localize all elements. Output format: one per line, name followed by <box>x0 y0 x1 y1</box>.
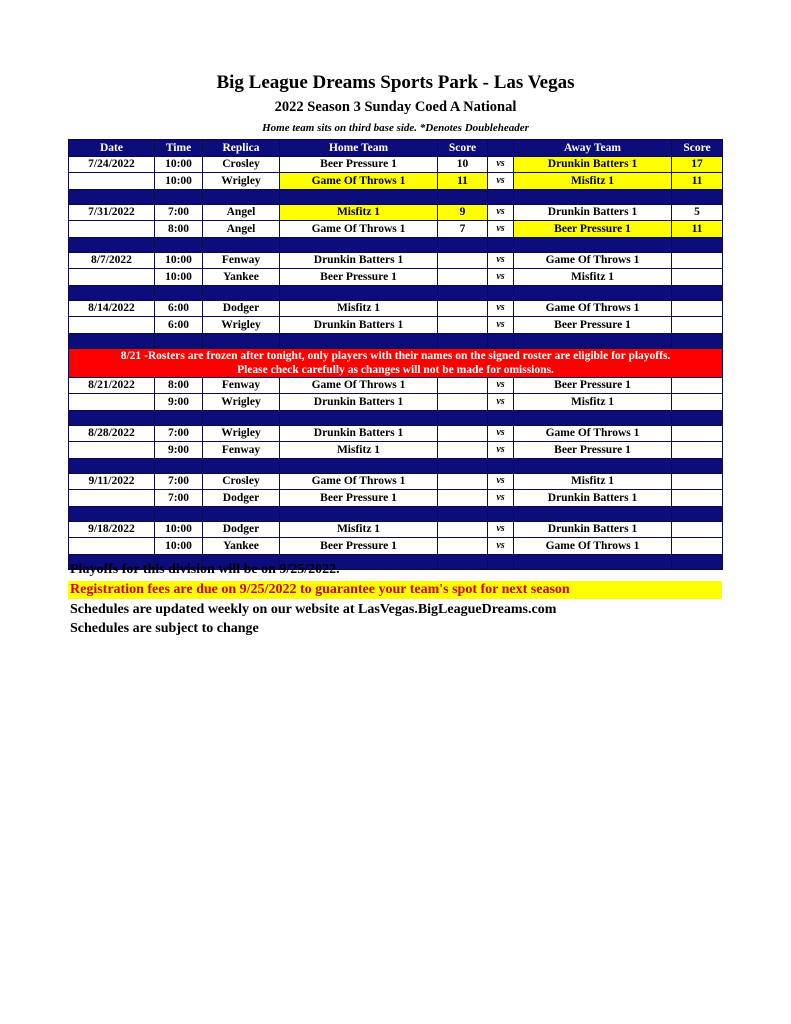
separator-cell <box>438 333 488 348</box>
separator-cell <box>514 554 672 569</box>
home-score <box>438 317 488 334</box>
page-title: Big League Dreams Sports Park - Las Vegas <box>216 72 575 93</box>
game-time: 10:00 <box>155 269 203 286</box>
separator-cell <box>438 506 488 521</box>
home-score: 11 <box>438 173 488 190</box>
game-time: 8:00 <box>155 221 203 238</box>
game-row <box>69 521 723 538</box>
separator-cell <box>672 189 723 204</box>
col-header-date: Date <box>69 140 155 157</box>
separator-cell <box>203 506 280 521</box>
separator-cell <box>514 333 672 348</box>
separator-cell <box>672 506 723 521</box>
separator-cell <box>672 285 723 300</box>
home-score <box>438 425 488 442</box>
separator-cell <box>69 189 155 204</box>
vs-label: vs <box>488 394 514 411</box>
col-header-home-score: Score <box>438 140 488 157</box>
separator-cell <box>69 506 155 521</box>
separator-cell <box>514 237 672 252</box>
separator-cell <box>280 506 438 521</box>
game-time: 7:00 <box>155 425 203 442</box>
away-score <box>672 490 723 507</box>
home-team: Drunkin Batters 1 <box>280 252 438 269</box>
home-team: Beer Pressure 1 <box>280 538 438 555</box>
game-field: Fenway <box>203 252 280 269</box>
game-date: 8/28/2022 <box>69 425 155 442</box>
away-score: 5 <box>672 204 723 221</box>
game-time: 6:00 <box>155 300 203 317</box>
game-field: Fenway <box>203 377 280 394</box>
separator-cell <box>438 554 488 569</box>
home-score <box>438 300 488 317</box>
home-score <box>438 490 488 507</box>
game-field: Yankee <box>203 269 280 286</box>
away-score <box>672 521 723 538</box>
vs-label: vs <box>488 269 514 286</box>
website-note: Schedules are updated weekly on our website at LasVegas.BigLeagueDreams.com <box>70 602 557 617</box>
away-team: Drunkin Batters 1 <box>514 490 672 507</box>
game-date <box>69 442 155 459</box>
vs-label: vs <box>488 538 514 555</box>
game-date: 9/18/2022 <box>69 521 155 538</box>
home-score <box>438 252 488 269</box>
separator-cell <box>438 458 488 473</box>
away-team: Game Of Throws 1 <box>514 425 672 442</box>
separator-cell <box>280 333 438 348</box>
separator-cell <box>438 189 488 204</box>
home-team: Misfitz 1 <box>280 442 438 459</box>
away-score <box>672 538 723 555</box>
page-subtitle: 2022 Season 3 Sunday Coed A National <box>274 99 517 115</box>
away-score: 11 <box>672 221 723 238</box>
away-team: Drunkin Batters 1 <box>514 156 672 173</box>
game-time: 9:00 <box>155 442 203 459</box>
separator-cell <box>203 410 280 425</box>
vs-label: vs <box>488 173 514 190</box>
notice-row <box>69 348 723 377</box>
game-date <box>69 221 155 238</box>
vs-label: vs <box>488 425 514 442</box>
separator-cell <box>69 285 155 300</box>
away-score <box>672 394 723 411</box>
separator-cell <box>280 237 438 252</box>
game-field: Crosley <box>203 473 280 490</box>
separator-cell <box>672 410 723 425</box>
separator-row <box>69 410 723 425</box>
game-time: 8:00 <box>155 377 203 394</box>
game-field: Angel <box>203 204 280 221</box>
col-header-home-team: Home Team <box>280 140 438 157</box>
game-date <box>69 317 155 334</box>
game-field: Wrigley <box>203 317 280 334</box>
game-date <box>69 394 155 411</box>
separator-cell <box>514 458 672 473</box>
game-time: 9:00 <box>155 394 203 411</box>
away-team: Drunkin Batters 1 <box>514 204 672 221</box>
home-team: Misfitz 1 <box>280 204 438 221</box>
away-score <box>672 252 723 269</box>
away-score <box>672 377 723 394</box>
home-team: Drunkin Batters 1 <box>280 394 438 411</box>
separator-cell <box>488 458 514 473</box>
home-team: Beer Pressure 1 <box>280 269 438 286</box>
game-date: 8/21/2022 <box>69 377 155 394</box>
separator-cell <box>155 410 203 425</box>
away-score: 17 <box>672 156 723 173</box>
game-row <box>69 394 723 411</box>
separator-cell <box>488 554 514 569</box>
vs-label: vs <box>488 442 514 459</box>
game-row <box>69 269 723 286</box>
separator-cell <box>488 410 514 425</box>
away-score <box>672 300 723 317</box>
game-field: Dodger <box>203 300 280 317</box>
separator-cell <box>514 410 672 425</box>
game-date <box>69 269 155 286</box>
game-date: 9/11/2022 <box>69 473 155 490</box>
game-time: 10:00 <box>155 252 203 269</box>
separator-cell <box>155 189 203 204</box>
separator-cell <box>203 333 280 348</box>
game-field: Dodger <box>203 521 280 538</box>
schedule-body <box>69 156 723 569</box>
away-team: Beer Pressure 1 <box>514 317 672 334</box>
home-score <box>438 442 488 459</box>
roster-notice <box>69 348 723 377</box>
separator-cell <box>155 506 203 521</box>
separator-cell <box>203 237 280 252</box>
separator-row <box>69 189 723 204</box>
vs-label: vs <box>488 521 514 538</box>
separator-cell <box>203 458 280 473</box>
home-team: Game Of Throws 1 <box>280 473 438 490</box>
game-time: 10:00 <box>155 156 203 173</box>
home-team: Misfitz 1 <box>280 300 438 317</box>
notice-line-1: 8/21 -Rosters are frozen after tonight, only players with their names on the signed roster are eligible for playoffs. <box>120 349 671 362</box>
separator-cell <box>203 189 280 204</box>
game-time: 7:00 <box>155 490 203 507</box>
game-date: 7/24/2022 <box>69 156 155 173</box>
game-time: 10:00 <box>155 173 203 190</box>
col-header-away-team: Away Team <box>514 140 672 157</box>
home-team: Game Of Throws 1 <box>280 221 438 238</box>
game-time: 7:00 <box>155 204 203 221</box>
away-team: Drunkin Batters 1 <box>514 521 672 538</box>
home-score <box>438 521 488 538</box>
game-row <box>69 173 723 190</box>
separator-cell <box>69 458 155 473</box>
col-header-time: Time <box>155 140 203 157</box>
game-date <box>69 538 155 555</box>
separator-cell <box>280 458 438 473</box>
separator-cell <box>280 189 438 204</box>
away-score <box>672 317 723 334</box>
separator-cell <box>672 458 723 473</box>
doubleheader-note: Home team sits on third base side. *Denotes Doubleheader <box>262 122 529 134</box>
game-date <box>69 490 155 507</box>
vs-label: vs <box>488 490 514 507</box>
game-field: Dodger <box>203 490 280 507</box>
vs-label: vs <box>488 377 514 394</box>
separator-cell <box>280 285 438 300</box>
separator-row <box>69 333 723 348</box>
game-field: Crosley <box>203 156 280 173</box>
game-date: 8/7/2022 <box>69 252 155 269</box>
game-date: 8/14/2022 <box>69 300 155 317</box>
away-score: 11 <box>672 173 723 190</box>
home-score <box>438 377 488 394</box>
game-row <box>69 473 723 490</box>
vs-label: vs <box>488 204 514 221</box>
separator-cell <box>488 189 514 204</box>
away-score <box>672 442 723 459</box>
separator-cell <box>672 237 723 252</box>
separator-row <box>69 237 723 252</box>
separator-cell <box>203 285 280 300</box>
separator-cell <box>488 237 514 252</box>
vs-label: vs <box>488 156 514 173</box>
home-team: Drunkin Batters 1 <box>280 317 438 334</box>
game-field: Wrigley <box>203 173 280 190</box>
game-row <box>69 204 723 221</box>
home-score: 7 <box>438 221 488 238</box>
separator-cell <box>488 333 514 348</box>
game-field: Angel <box>203 221 280 238</box>
vs-label: vs <box>488 317 514 334</box>
game-row <box>69 377 723 394</box>
separator-cell <box>69 333 155 348</box>
away-team: Misfitz 1 <box>514 394 672 411</box>
separator-cell <box>155 285 203 300</box>
separator-cell <box>488 285 514 300</box>
separator-cell <box>280 410 438 425</box>
game-row <box>69 317 723 334</box>
away-score <box>672 269 723 286</box>
vs-label: vs <box>488 473 514 490</box>
game-row <box>69 490 723 507</box>
game-time: 10:00 <box>155 521 203 538</box>
separator-cell <box>514 285 672 300</box>
away-team: Misfitz 1 <box>514 473 672 490</box>
header-row <box>69 140 723 157</box>
separator-cell <box>438 237 488 252</box>
game-date: 7/31/2022 <box>69 204 155 221</box>
game-row <box>69 538 723 555</box>
away-team: Beer Pressure 1 <box>514 377 672 394</box>
separator-row <box>69 285 723 300</box>
game-time: 6:00 <box>155 317 203 334</box>
separator-cell <box>672 333 723 348</box>
separator-cell <box>155 237 203 252</box>
separator-cell <box>438 410 488 425</box>
game-row <box>69 156 723 173</box>
away-team: Beer Pressure 1 <box>514 221 672 238</box>
schedule-table <box>68 139 723 570</box>
game-field: Wrigley <box>203 394 280 411</box>
game-row <box>69 442 723 459</box>
col-header-away-score: Score <box>672 140 723 157</box>
home-score <box>438 394 488 411</box>
separator-cell <box>488 506 514 521</box>
separator-cell <box>155 333 203 348</box>
away-team: Misfitz 1 <box>514 269 672 286</box>
home-score: 9 <box>438 204 488 221</box>
game-date <box>69 173 155 190</box>
notice-line-2: Please check carefully as changes will not be made for omissions. <box>237 363 554 376</box>
game-row <box>69 425 723 442</box>
home-team: Misfitz 1 <box>280 521 438 538</box>
game-row <box>69 252 723 269</box>
registration-note: Registration fees are due on 9/25/2022 to guarantee your team's spot for next season <box>68 581 722 599</box>
away-team: Game Of Throws 1 <box>514 252 672 269</box>
separator-cell <box>155 458 203 473</box>
away-score <box>672 425 723 442</box>
vs-label: vs <box>488 300 514 317</box>
away-team: Game Of Throws 1 <box>514 538 672 555</box>
separator-cell <box>69 237 155 252</box>
vs-label: vs <box>488 221 514 238</box>
playoffs-note: Playoffs for this division will be on 9/25/2022. <box>70 562 340 577</box>
home-score: 10 <box>438 156 488 173</box>
home-team: Game Of Throws 1 <box>280 173 438 190</box>
away-team: Game Of Throws 1 <box>514 300 672 317</box>
away-score <box>672 473 723 490</box>
game-field: Fenway <box>203 442 280 459</box>
home-score <box>438 473 488 490</box>
home-team: Beer Pressure 1 <box>280 156 438 173</box>
col-header-replica: Replica <box>203 140 280 157</box>
home-team: Beer Pressure 1 <box>280 490 438 507</box>
home-score <box>438 269 488 286</box>
separator-row <box>69 506 723 521</box>
vs-label: vs <box>488 252 514 269</box>
separator-cell <box>69 410 155 425</box>
game-field: Wrigley <box>203 425 280 442</box>
col-header-vs <box>488 140 514 157</box>
away-team: Misfitz 1 <box>514 173 672 190</box>
home-team: Game Of Throws 1 <box>280 377 438 394</box>
game-time: 10:00 <box>155 538 203 555</box>
home-team: Drunkin Batters 1 <box>280 425 438 442</box>
game-row <box>69 221 723 238</box>
change-note: Schedules are subject to change <box>70 621 259 636</box>
separator-cell <box>438 285 488 300</box>
separator-cell <box>514 189 672 204</box>
separator-cell <box>672 554 723 569</box>
separator-cell <box>514 506 672 521</box>
game-row <box>69 300 723 317</box>
away-team: Beer Pressure 1 <box>514 442 672 459</box>
game-time: 7:00 <box>155 473 203 490</box>
game-field: Yankee <box>203 538 280 555</box>
home-score <box>438 538 488 555</box>
separator-row <box>69 458 723 473</box>
